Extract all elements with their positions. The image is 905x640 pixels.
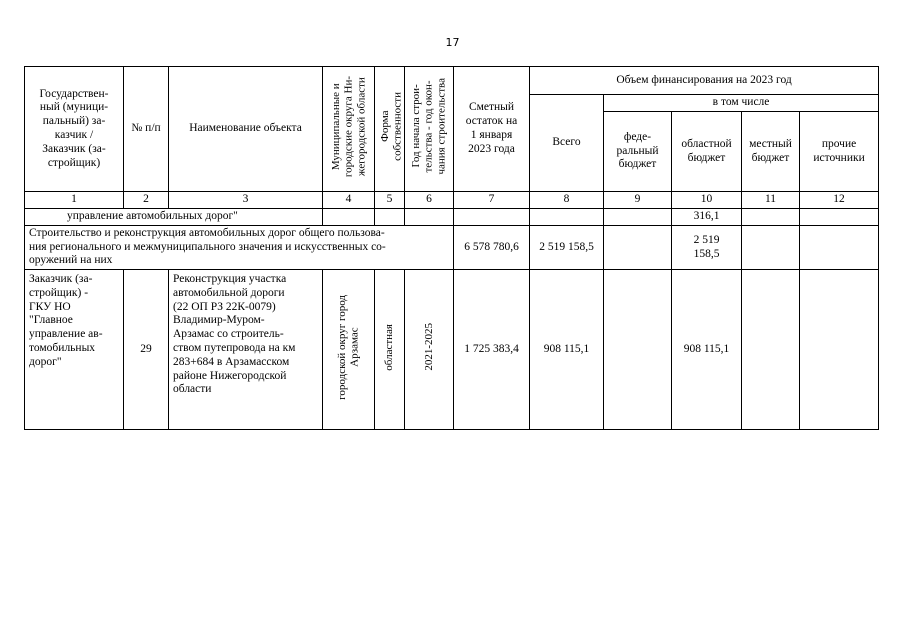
header-local-budget: местный бюджет	[742, 112, 800, 192]
continuation-row	[25, 209, 879, 226]
continuation-regional-budget: 316,1	[672, 209, 742, 226]
header-ownership-form-text: Форма собственности	[379, 92, 404, 161]
column-number: 7	[454, 192, 530, 209]
header-municipal-district	[323, 67, 375, 192]
object-construction-years-text: 2021-2025	[422, 323, 435, 371]
object-name: Реконструкция участка автомобильной дороги (22 ОП РЗ 22К-0079) Владимир-Муром- Арзамас со строитель- ством путепровода на км 283+684 в Арзамасском районе Нижегородской области	[169, 270, 323, 430]
column-number: 3	[169, 192, 323, 209]
empty-cell	[742, 209, 800, 226]
column-number: 12	[800, 192, 879, 209]
empty-cell	[323, 209, 375, 226]
header-estimated-balance: Сметный остаток на 1 января 2023 года	[454, 67, 530, 192]
object-municipal-district	[323, 270, 375, 430]
column-numbers-row	[25, 192, 879, 209]
header-construction-years-text: Год начала строи- тельства - год окон- чания строительства	[410, 78, 448, 175]
object-customer: Заказчик (за- стройщик) - ГКУ НО "Главное управление ав- томобильных дорог"	[25, 270, 124, 430]
object-municipal-district-text: городской округ город Арзамас	[335, 294, 361, 400]
column-number: 2	[124, 192, 169, 209]
empty-cell	[742, 226, 800, 270]
column-number: 4	[323, 192, 375, 209]
column-number: 9	[604, 192, 672, 209]
header-financing-volume: Объем финансирования на 2023 год	[530, 67, 879, 95]
header-regional-budget: областной бюджет	[672, 112, 742, 192]
empty-cell	[530, 209, 604, 226]
header-total: Всего	[530, 95, 604, 192]
header-number: № п/п	[124, 67, 169, 192]
object-number: 29	[124, 270, 169, 430]
empty-cell	[375, 209, 405, 226]
column-number: 8	[530, 192, 604, 209]
object-local-budget	[742, 270, 800, 430]
object-regional-budget: 908 115,1	[672, 270, 742, 430]
empty-cell	[800, 226, 879, 270]
column-number: 6	[405, 192, 454, 209]
column-number: 5	[375, 192, 405, 209]
header-municipal-district-text: Муниципальные и городские округа Ни- жегородской области	[329, 76, 367, 178]
empty-cell	[405, 209, 454, 226]
section-row	[25, 226, 879, 270]
column-number: 10	[672, 192, 742, 209]
header-other-sources: прочие источники	[800, 112, 879, 192]
header-construction-years	[405, 67, 454, 192]
section-total: 2 519 158,5	[530, 226, 604, 270]
object-federal-budget	[604, 270, 672, 430]
header-including: в том числе	[604, 95, 879, 112]
section-regional-budget: 2 519 158,5	[672, 226, 742, 270]
empty-cell	[800, 209, 879, 226]
header-customer: Государствен- ный (муници- пальный) за- казчик / Заказчик (за- стройщик)	[25, 67, 124, 192]
empty-cell	[454, 209, 530, 226]
header-federal-budget: феде- ральный бюджет	[604, 112, 672, 192]
financing-table	[24, 66, 879, 430]
section-title: Строительство и реконструкция автомобильных дорог общего пользова- ния регионального и межмуниципального значения и искусственных со- оружений на них	[25, 226, 454, 270]
object-ownership-form-text: областная	[383, 323, 396, 371]
object-ownership-form	[375, 270, 405, 430]
column-number: 11	[742, 192, 800, 209]
page-number: 17	[445, 36, 460, 49]
header-object-name: Наименование объекта	[169, 67, 323, 192]
object-estimated-balance: 1 725 383,4	[454, 270, 530, 430]
empty-cell	[604, 226, 672, 270]
column-number: 1	[25, 192, 124, 209]
object-other-sources	[800, 270, 879, 430]
section-estimated-balance: 6 578 780,6	[454, 226, 530, 270]
object-total: 908 115,1	[530, 270, 604, 430]
object-construction-years	[405, 270, 454, 430]
object-row	[25, 270, 879, 430]
continuation-text: управление автомобильных дорог"	[25, 209, 323, 226]
empty-cell	[604, 209, 672, 226]
header-ownership-form	[375, 67, 405, 192]
